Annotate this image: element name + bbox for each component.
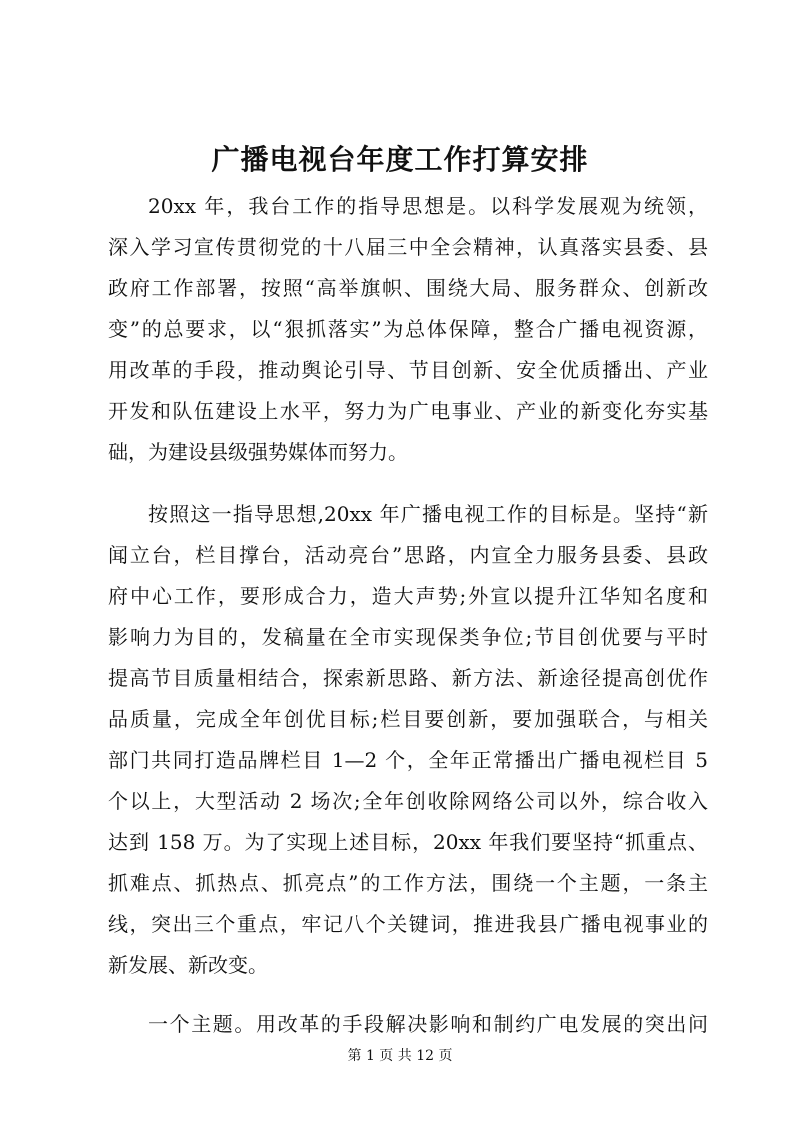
paragraph-1-line-1: 20xx 年，我台工作的指导思想是。以科学发展观为统领， bbox=[148, 194, 708, 218]
paragraph-2-line-1: 按照这一指导思想,20xx 年广播电视工作的目标是。坚持“新 bbox=[148, 502, 708, 526]
paragraph-3-line-1: 一个主题。用改革的手段解决影响和制约广电发展的突出问 bbox=[148, 1012, 708, 1036]
paragraph-1-line-5: 用改革的手段，推动舆论引导、节目创新、安全优质播出、产业 bbox=[108, 358, 708, 382]
paragraph-2-line-5: 提高节目质量相结合，探索新思路、新方法、新途径提高创优作 bbox=[108, 666, 708, 690]
paragraph-1-line-7: 础，为建设县级强势媒体而努力。 bbox=[108, 440, 408, 464]
paragraph-2-line-7: 部门共同打造品牌栏目 1—2 个，全年正常播出广播电视栏目 5 bbox=[108, 748, 708, 772]
paragraph-2-line-2: 闻立台，栏目撑台，活动亮台”思路，内宣全力服务县委、县政 bbox=[108, 543, 708, 567]
paragraph-2-line-6: 品质量，完成全年创优目标;栏目要创新，要加强联合，与相关 bbox=[108, 707, 708, 731]
page-number-footer: 第 1 页 共 12 页 bbox=[347, 1048, 453, 1064]
paragraph-2-line-3: 府中心工作，要形成合力，造大声势;外宣以提升江华知名度和 bbox=[108, 584, 708, 608]
document-title: 广播电视台年度工作打算安排 bbox=[211, 143, 589, 176]
paragraph-2-line-10: 抓难点、抓热点、抓亮点”的工作方法，围绕一个主题，一条主 bbox=[108, 871, 708, 895]
paragraph-1-line-6: 开发和队伍建设上水平，努力为广电事业、产业的新变化夯实基 bbox=[108, 399, 708, 423]
paragraph-1-line-3: 政府工作部署，按照“高举旗帜、围绕大局、服务群众、创新改 bbox=[108, 276, 708, 300]
paragraph-1-line-2: 深入学习宣传贯彻党的十八届三中全会精神，认真落实县委、县 bbox=[108, 235, 708, 259]
paragraph-2-line-8: 个以上，大型活动 2 场次;全年创收除网络公司以外，综合收入 bbox=[108, 789, 708, 813]
paragraph-1-line-4: 变”的总要求，以“狠抓落实”为总体保障，整合广播电视资源， bbox=[108, 317, 708, 341]
paragraph-2-line-11: 线，突出三个重点，牢记八个关键词，推进我县广播电视事业的 bbox=[108, 912, 708, 936]
paragraph-2-line-9: 达到 158 万。为了实现上述目标，20xx 年我们要坚持“抓重点、 bbox=[108, 830, 708, 854]
paragraph-2-line-12: 新发展、新改变。 bbox=[108, 953, 268, 977]
paragraph-2-line-4: 影响力为目的，发稿量在全市实现保类争位;节目创优要与平时 bbox=[108, 625, 708, 649]
